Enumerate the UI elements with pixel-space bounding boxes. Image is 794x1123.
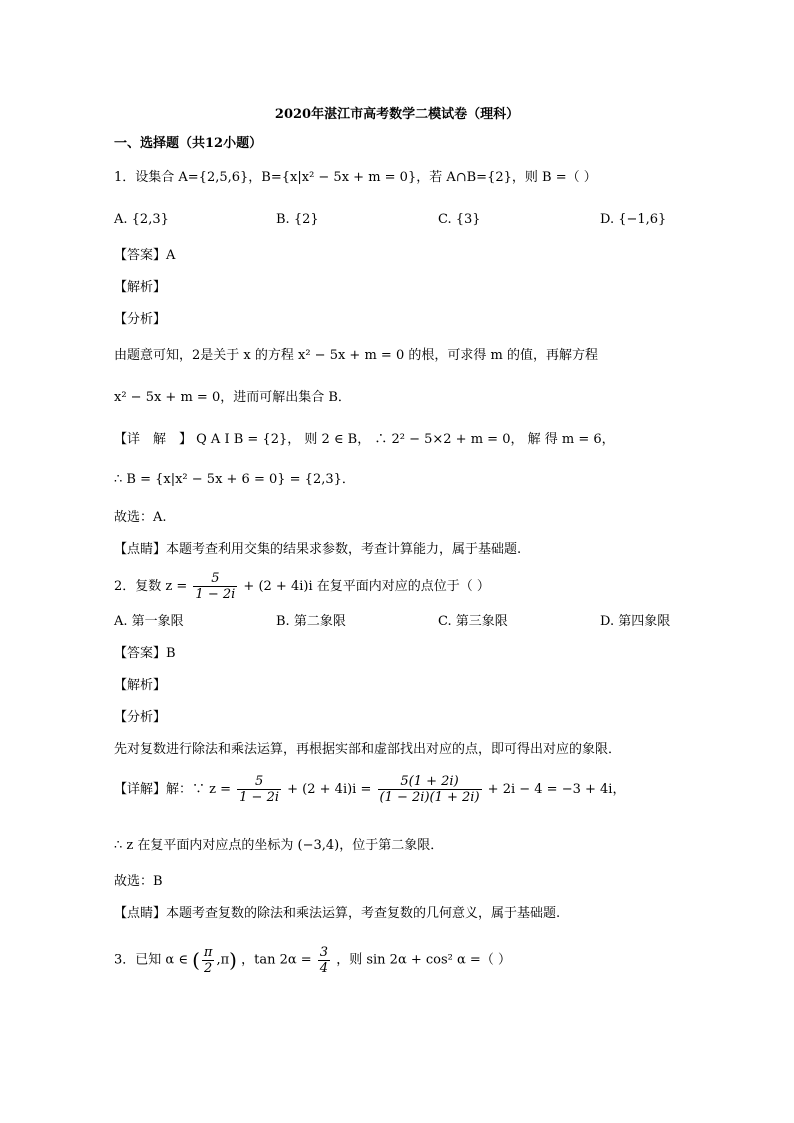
q2-detail-fraction-2-denominator: (1 − 2i)(1 + 2i) — [379, 790, 480, 805]
q3-interval-numerator: π — [203, 944, 213, 960]
q3-stem-prefix: 3．已知 α ∈ — [114, 952, 188, 968]
q1-option-c: C. {3} — [438, 212, 481, 227]
q3-interval-fraction — [202, 945, 215, 976]
q1-option-b: B. {2} — [276, 212, 319, 227]
q2-option-d: D. 第四象限 — [600, 614, 671, 629]
q2-analysis-line-1: 先对复数进行除法和乘法运算，再根据实部和虚部找出对应的点，即可得出对应的象限． — [114, 742, 622, 757]
q2-detail-line-1 — [114, 773, 625, 807]
q2-option-a: A. 第一象限 — [114, 614, 184, 629]
question-3-stem — [114, 940, 511, 981]
q3-interval-suffix: ,π — [216, 952, 230, 968]
q2-fraction-numerator: 5 — [193, 571, 237, 587]
q1-detail-line-2: ∴ B = {x|x² − 5x + 6 = 0} = {2,3}． — [114, 472, 355, 487]
q2-option-c: C. 第三象限 — [438, 614, 508, 629]
q3-tan-fraction — [318, 945, 330, 976]
q2-choose: 故选：B — [114, 874, 163, 889]
q2-dianjing: 【点睛】本题考查复数的除法和乘法运算，考查复数的几何意义，属于基础题. — [114, 906, 561, 921]
page-title: 2020年湛江市高考数学二模试卷（理科） — [274, 107, 520, 122]
q1-answer: 【答案】A — [114, 248, 176, 263]
q2-fraction-denominator: 1 − 2i — [195, 587, 236, 602]
q1-dianjing: 【点睛】本题考查利用交集的结果求参数，考查计算能力，属于基础题. — [114, 542, 522, 557]
q3-interval-denominator: 2 — [204, 960, 213, 976]
q3-right-paren: ) — [229, 948, 237, 972]
q2-detail-prefix: 【详解】解：∵ z = — [114, 782, 232, 797]
q2-detail-suffix: + 2i − 4 = −3 + 4i， — [487, 782, 626, 797]
q2-answer: 【答案】B — [114, 646, 176, 661]
section-heading: 一、选择题（共12小题） — [114, 136, 263, 151]
q3-stem-suffix: ，则 sin 2α + cos² α =（ ） — [336, 952, 511, 968]
q1-fenxi-label: 【分析】 — [114, 312, 167, 327]
q2-detail-fraction-2 — [378, 774, 482, 805]
q2-detail-mid: + (2 + 4i)i = — [287, 782, 372, 797]
q1-choose: 故选：A. — [114, 510, 167, 525]
q2-stem-suffix: + (2 + 4i)i 在复平面内对应的点位于（ ） — [243, 579, 490, 594]
q2-detail-line-2: ∴ z 在复平面内对应点的坐标为 (−3,4)，位于第二象限． — [114, 838, 444, 853]
q1-jiexi-label: 【解析】 — [114, 280, 167, 295]
q2-stem-prefix: 2．复数 z = — [114, 579, 188, 594]
q2-detail-fraction-2-numerator: 5(1 + 2i) — [378, 774, 482, 790]
q2-fenxi-label: 【分析】 — [114, 710, 167, 725]
q2-option-b: B. 第二象限 — [276, 614, 346, 629]
q1-analysis-line-2: x² − 5x + m = 0，进而可解出集合 B． — [114, 390, 351, 405]
q3-tan-numerator: 3 — [319, 944, 329, 960]
q1-option-a: A. {2,3} — [114, 212, 169, 227]
q2-detail-fraction-1-numerator: 5 — [237, 774, 281, 790]
q2-fraction — [193, 571, 237, 602]
q3-stem-mid: ，tan 2α = — [241, 952, 312, 968]
q3-left-paren: ( — [192, 948, 200, 972]
q3-tan-denominator: 4 — [319, 960, 329, 976]
q2-jiexi-label: 【解析】 — [114, 678, 167, 693]
q1-option-d: D. {−1,6} — [600, 212, 667, 227]
q1-detail-line-1: 【详 解 】 Q A I B = {2}， 则 2 ∈ B， ∴ 2² − 5×2 + m = 0， 解 得 m = 6， — [114, 432, 615, 447]
question-2-stem — [114, 570, 490, 604]
question-1-stem: 1．设集合 A={2,5,6}，B={x|x² − 5x + m = 0}，若 A∩B={2}，则 B =（ ） — [114, 170, 597, 185]
q2-detail-fraction-1-denominator: 1 − 2i — [239, 790, 280, 805]
q2-detail-fraction-1 — [237, 774, 281, 805]
q1-analysis-line-1: 由题意可知，2是关于 x 的方程 x² − 5x + m = 0 的根，可求得 m 的值，再解方程 — [114, 348, 598, 363]
